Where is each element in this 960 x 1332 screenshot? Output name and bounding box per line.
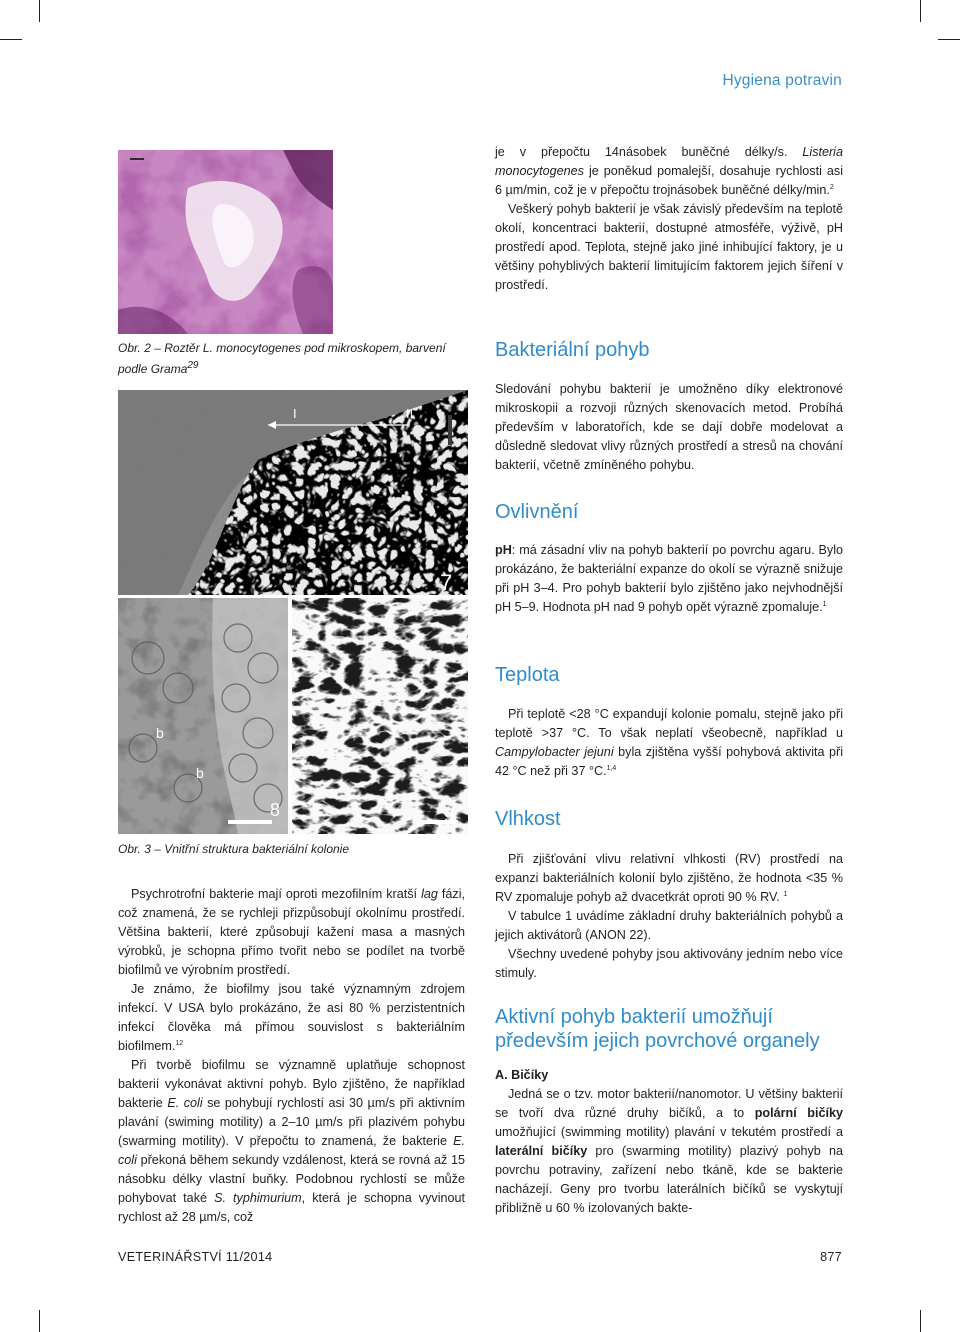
- figure-2-caption-ref: 29: [187, 360, 199, 371]
- fig3-label-b1: b: [156, 725, 164, 741]
- section-ph: [495, 541, 843, 617]
- fig3-panel-7: 7: [440, 570, 453, 595]
- figure-3-caption-text: – Vnitřní struktura bakteriální kolonie: [150, 842, 350, 856]
- section-bicik: [495, 1066, 843, 1218]
- heading-bakterialni-pohyb: Bakteriální pohyb: [495, 339, 650, 361]
- section-bakterialni-pohyb: [495, 380, 843, 475]
- fig3-panel-8: 8: [270, 800, 281, 820]
- heading-vlhkost: Vlhkost: [495, 808, 561, 830]
- paragraph-bicik: Jedná se o tzv. motor bakterií/nanomotor. U většiny bakterií se tvoří dva různé druhy bičíků, a to polární bičíky umožňující (swimming motility) plavání v tekutém prostředí a laterální bičíky pro (swarming motility) plazivý pohyb na povrchu potraviny, zařízení nebo tkáně, kde se bakterie nacházejí. Geny pro tvorbu laterálních bičíků se vyskytují přibližně u 60 % izolovaných bakte-: [495, 1087, 843, 1215]
- colony-sem-top: [118, 390, 468, 595]
- figure-2-caption-text: – Roztěr L. monocytogenes pod mikroskopem, barvení podle Grama: [118, 341, 446, 376]
- paragraph-psychrotrophic: Psychrotrofní bakterie mají oproti mezofilním kratší lag fázi, což znamená, že se rychleji přizpůsobují okolnímu prostředí. Většina bakterií, které způsobují kažení masa a masných výrobků, je schopna přímo tvořit nebo se podílet na tvorbě biofilmů ve výrobním prostředí.: [118, 887, 465, 977]
- trim-mark: [39, 0, 40, 22]
- figure-3-label: Obr. 3: [118, 842, 151, 856]
- paragraph-biofilm-motility: Při tvorbě biofilmu se významně uplatňuje schopnost bakterií vykonávat aktivní pohyb. Bylo zjištěno, že například bakterie E. coli se pohybují rychlostí asi 30 µm/s při aktivním plavání (swiming motility) a 2–10 µm/s při plazivém pohybu (swarming motility). V přepočtu to znamená, že bakterie E. coli překoná během sekundy vzdálenost, která se rovná až 15 násobku délky vlastní buňky. Podobnou rychlostí se může pohybovat také S. typhimurium, která je schopna vyvinout rychlost až 28 µm/s, což: [118, 1058, 466, 1224]
- trim-mark: [920, 1310, 921, 1332]
- figure-3-caption: [118, 841, 470, 858]
- paragraph-ph: pH: má zásadní vliv na pohyb bakterií po povrchu agaru. Bylo prokázáno, že bakteriální expanze do okolí se výrazně snižuje při pH 3–4. Pro pohyb bakterií bylo zjištěno jako nejvhodnější pH 5–9. Hodnota pH nad 9 pohyb opět výrazně zpomaluje.$^1$: [495, 543, 843, 614]
- figure-2-caption: [118, 340, 470, 378]
- trim-mark: [938, 39, 960, 40]
- paragraph-teplota: Při teplotě <28 °C expandují kolonie pomalu, stejně jako při teplotě >37 °C. To však neplatí všeobecně, například u Campylobacter jejuni byla zjištěna vyšší pohybová aktivita při 42 °C než při 37 °C.$^{1,4}$: [495, 707, 843, 778]
- fig3-panel-9: 9: [444, 806, 455, 826]
- heading-aktivni-pohyb: Aktivní pohyb bakterií umožňují především jejich povrchové organely: [495, 1006, 820, 1052]
- figure-2-label: Obr. 2: [118, 341, 151, 355]
- section-teplota: [495, 705, 843, 781]
- fig3-label-b2: b: [196, 765, 204, 781]
- paragraph-vlhkost-1: Při zjišťování vlivu relativní vlhkosti (RV) prostředí na expanzi bakteriálních kolonií bylo zjištěno, že hodnota <35 % RV zpomaluje pohyb až dvacetkrát oproti 90 % RV. $^1$: [495, 852, 843, 904]
- heading-ovlivneni: Ovlivnění: [495, 501, 579, 523]
- fig3-label-ii: II: [406, 406, 414, 421]
- colony-sem-bottom-left: [118, 598, 288, 834]
- left-column-body: [118, 885, 465, 1227]
- subheading-bicik: A. Bičíky: [495, 1068, 549, 1082]
- colony-sem-bottom-right: [292, 598, 468, 834]
- trim-mark: [920, 0, 921, 22]
- paragraph-bakterialni-pohyb: Sledování pohybu bakterií je umožněno díky elektronové mikroskopii a rozvoji různých skenovacích metod. Probíhá především v laboratořích, kde se dají dobře modelovat a důsledně sledovat vlivy různých prostředí a stresů na chování bakterií, včetně zmíněného pohybu.: [495, 382, 843, 472]
- paragraph-biofilm-infections: Je známo, že biofilmy jsou také významným zdrojem infekcí. V USA bylo prokázáno, že asi 80 % perzistentních infekcí člověka má přímou souvislost s bakteriálním biofilmem.$^{12}$: [118, 982, 465, 1053]
- right-column-intro: [495, 143, 843, 295]
- trim-mark: [39, 1310, 40, 1332]
- heading-teplota: Teplota: [495, 664, 560, 686]
- paragraph-motility-factors: Veškerý pohyb bakterií je však závislý především na teplotě okolí, koncentraci bakterií, dostupné atmosféře, výživě, pH prostředí apod. Teplota, stejně jako jiné inhibující faktory, je u většiny pohyblivých bakterií limitujícím faktorem jejich šíření v prostředí.: [495, 202, 843, 292]
- paragraph-vlhkost-2: V tabulce 1 uvádíme základní druhy bakteriálních pohybů a jejich aktivátorů (ANON 22).: [495, 909, 843, 942]
- running-head: Hygiena potravin: [722, 72, 842, 89]
- section-vlhkost: [495, 850, 843, 983]
- footer-page-number: 877: [820, 1250, 842, 1264]
- trim-mark: [0, 39, 22, 40]
- paragraph-continuation: je v přepočtu 14násobek buněčné délky/s. Listeria monocytogenes je poněkud pomalejší, dosahuje rychlosti asi 6 µm/min, což je v přepočtu trojnásobek buněčné délky/min.$^2$: [495, 145, 843, 197]
- gram-stain-micrograph: [118, 150, 333, 334]
- paragraph-vlhkost-3: Všechny uvedené pohyby jsou aktivovány jedním nebo více stimuly.: [495, 947, 843, 980]
- footer-journal: VETERINÁŘSTVÍ 11/2014: [118, 1250, 273, 1264]
- fig3-label-i: I: [293, 406, 297, 421]
